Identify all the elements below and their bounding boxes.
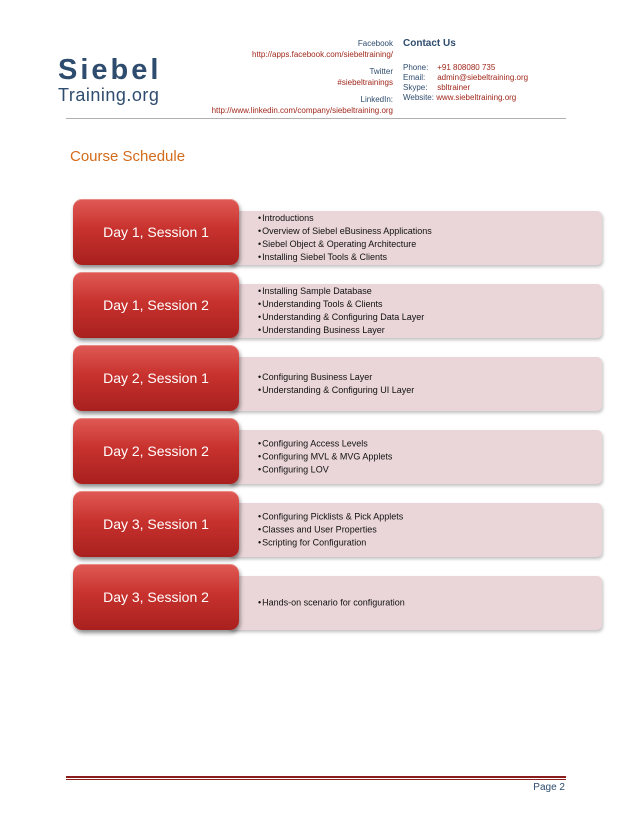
session-topic: • Siebel Object & Operating Architecture [258, 238, 432, 251]
session-topic: • Configuring Picklists & Pick Applets [258, 511, 403, 524]
session-topics-box [228, 284, 602, 338]
session-topics-box [228, 211, 602, 265]
email-link[interactable]: admin@siebeltraining.org [437, 73, 529, 82]
session-row [73, 491, 533, 564]
session-topic: • Installing Sample Database [258, 285, 424, 298]
site-logo [58, 56, 161, 104]
section-title: Course Schedule [70, 148, 186, 165]
session-topic: • Hands-on scenario for configuration [258, 597, 405, 610]
page-number: Page 2 [533, 782, 565, 793]
session-topic: • Understanding & Configuring Data Layer [258, 311, 424, 324]
session-row [73, 564, 533, 637]
session-topic: • Installing Siebel Tools & Clients [258, 251, 432, 264]
session-topics-box [228, 576, 602, 630]
contact-block [403, 38, 528, 103]
skype-value: sbltrainer [437, 83, 471, 92]
skype-label: Skype: [403, 83, 428, 92]
session-topic-list [258, 371, 414, 397]
contact-phone [403, 63, 528, 73]
session-row [73, 345, 533, 418]
social-links [212, 38, 393, 116]
course-schedule [73, 199, 533, 637]
footer-divider [66, 776, 566, 778]
logo-line-1: Siebel [58, 54, 162, 86]
session-label: Day 3, Session 2 [73, 564, 239, 630]
facebook-label: Facebook [357, 39, 393, 48]
contact-email [403, 73, 528, 83]
session-topic: • Understanding Tools & Clients [258, 298, 424, 311]
session-topics-box [228, 357, 602, 411]
session-topic: • Classes and User Properties [258, 524, 403, 537]
twitter-label: Twitter [369, 67, 393, 76]
session-topic: • Configuring MVL & MVG Applets [258, 451, 392, 464]
session-topic-list [258, 511, 403, 550]
session-topic-list [258, 438, 392, 477]
session-topic: • Configuring LOV [258, 464, 392, 477]
session-label: Day 2, Session 1 [73, 345, 239, 411]
session-topic: • Scripting for Configuration [258, 537, 403, 550]
session-topics-box [228, 430, 602, 484]
session-label: Day 3, Session 1 [73, 491, 239, 557]
header-divider [66, 118, 566, 119]
session-topic: • Configuring Access Levels [258, 438, 392, 451]
contact-website [403, 93, 528, 103]
contact-title: Contact Us [403, 38, 456, 49]
session-topics-box [228, 503, 602, 557]
session-label: Day 2, Session 2 [73, 418, 239, 484]
website-link[interactable]: www.siebeltraining.org [436, 93, 517, 102]
session-row [73, 272, 533, 345]
linkedin-link[interactable]: http://www.linkedin.com/company/siebeltraining.org [211, 106, 393, 115]
phone-label: Phone: [403, 63, 429, 72]
twitter-link[interactable]: #siebeltrainings [337, 78, 393, 87]
session-topic-list [258, 597, 405, 610]
linkedin-label: LinkedIn: [360, 95, 393, 104]
session-topic: • Understanding Business Layer [258, 324, 424, 337]
session-topic: • Introductions [258, 212, 432, 225]
session-topic: • Configuring Business Layer [258, 371, 414, 384]
footer-divider-thin [66, 779, 566, 780]
session-row [73, 199, 533, 272]
logo-line-2: Training.org [58, 85, 160, 105]
session-row [73, 418, 533, 491]
email-label: Email: [403, 73, 426, 82]
session-label: Day 1, Session 2 [73, 272, 239, 338]
session-topic-list [258, 212, 432, 264]
phone-value: +91 808080 735 [437, 63, 496, 72]
facebook-link[interactable]: http://apps.facebook.com/siebeltraining/ [252, 50, 393, 59]
website-label: Website: [403, 93, 434, 102]
session-topic-list [258, 285, 424, 337]
contact-skype [403, 83, 528, 93]
session-topic: • Understanding & Configuring UI Layer [258, 384, 414, 397]
session-topic: • Overview of Siebel eBusiness Applications [258, 225, 432, 238]
session-label: Day 1, Session 1 [73, 199, 239, 265]
